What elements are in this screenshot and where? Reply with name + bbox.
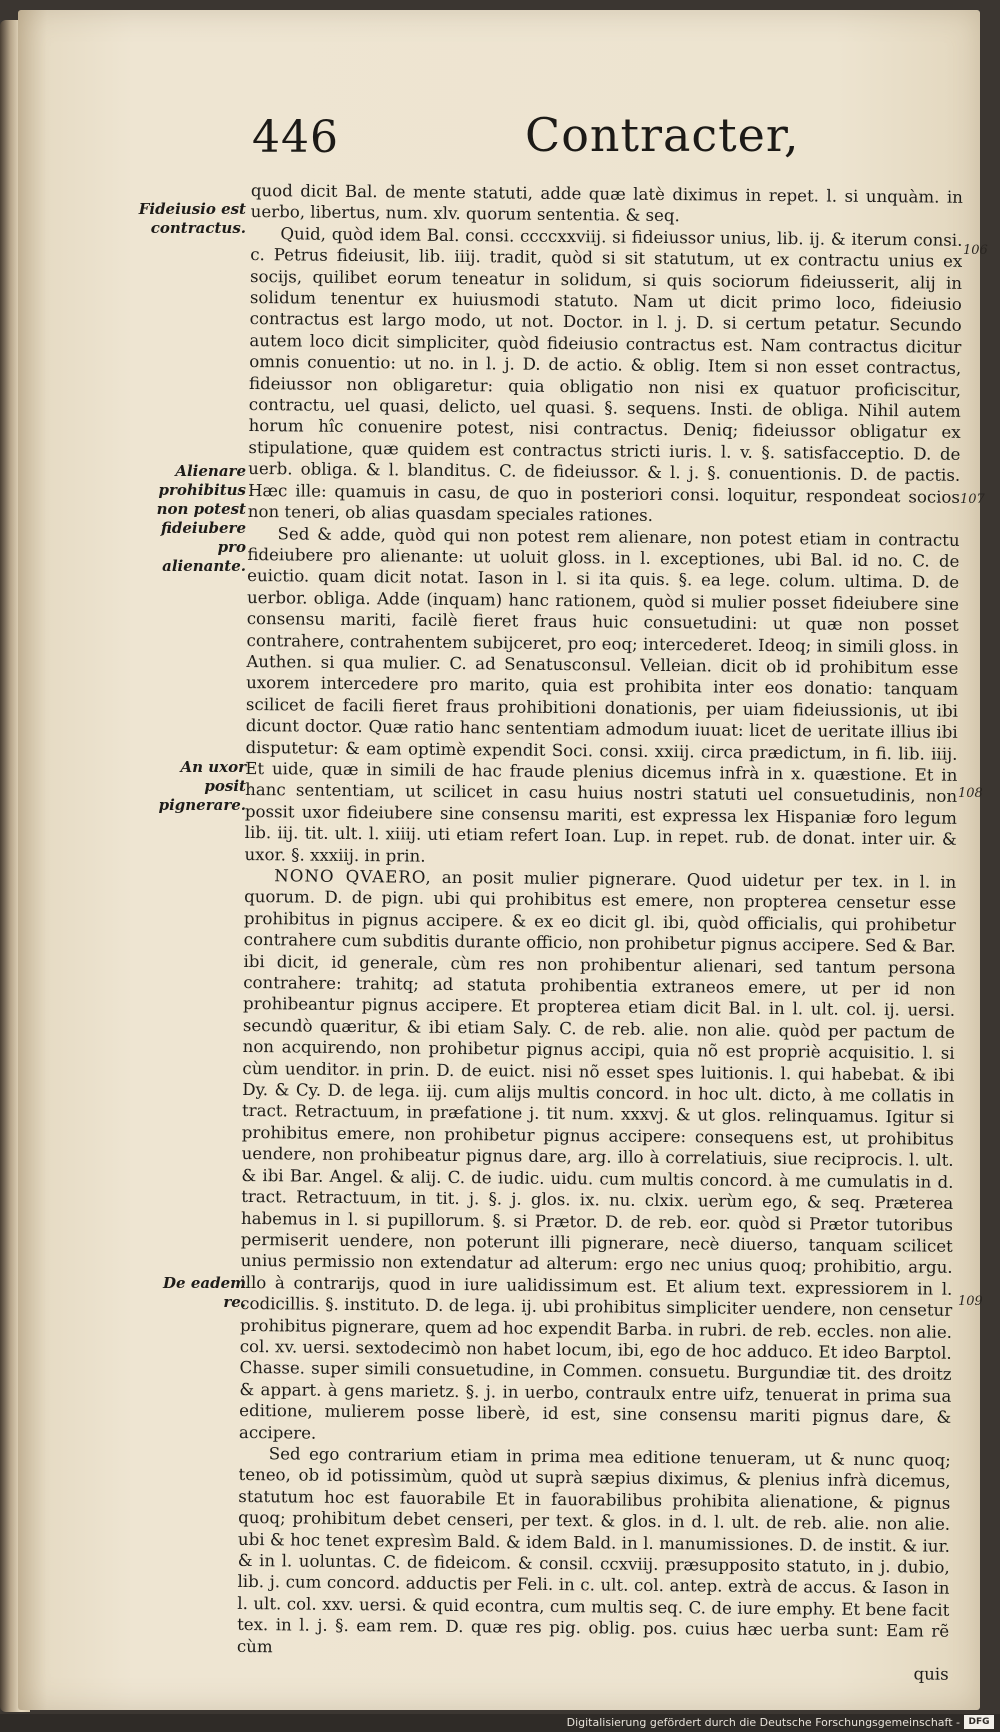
dfg-logo: DFG (964, 1715, 994, 1729)
page-number: 446 (252, 112, 339, 163)
margin-number: 107 (960, 492, 985, 507)
paragraph (239, 865, 957, 1450)
catchword: quis (913, 1664, 949, 1684)
margin-number: 109 (958, 1294, 983, 1309)
paragraph: Quid, quòd idem Bal. consi. ccccxxviij. si fideiussor unius, lib. ij. & iterum consi. c. Petrus fideiusit, lib. iiij. tradit, quòd si sit statutum, ut ex contractu unius ex socijs, quilibet eorum teneatur in solidum, si quis sociorum fideiusserit, alij in solidum tenentur ex huiusmodi statuto. Nam ut dicit primo loco, fideiusio contractus est largo modo, ut not. Doctor. in l. j. D. si certum petatur. Secundo autem loco dicit simpliciter, quòd fideiusio contractus est. Nam contractus dicitur omnis conuentio: ut no. in l. j. D. de actio. & oblig. Item si non esset contractus, fideiussor non obligaretur: quia obligatio non nisi ex quatuor proficiscitur, contractu, uel quasi, delicto, uel quasi. §. sequens. Insti. de obliga. Nihil autem horum hîc conuenire potest, nisi contractus. Deniq; fideiussor obligatur ex stipulatione, quæ quidem est contractus stricti iuris. l. v. §. satisfacceptio. D. de uerb. obliga. & l. blanditus. C. de fideiussor. & l. j. §. conuentionis. D. de pactis. Hæc ille: quamuis in casu, de quo in posteriori consi. loquitur, respondeat socios non teneri, ob alias quasdam speciales rationes. (247, 224, 963, 525)
paragraph-lead: NONO QVAERO, (274, 866, 432, 887)
margin-number: 106 (963, 243, 988, 258)
paragraph-text: an posit mulier pignerare. Quod uidetur per tex. in l. in quorum. D. de pign. ubi qui prohibitus est emere, non propterea censetur esse prohibitus in pignus accipere. & ex eo dicit gl. ibi, quòd officialis, qui prohibetur contrahere cum subditis durante officio, non prohibetur pignus accipere. Sed & Bar. ibi dicit, id generale, cùm res non prohibentur alienari, sed tantum persona contrahere: trahitq; ad statuta prohibentia extraneos emere, ut per id non prohibeantur pignus accipere. Et propterea etiam dicit Bal. in l. ult. col. ij. uersi. secundò quæritur, & ibi etiam Saly. C. de reb. alie. non alie. quòd per pactum de non acquirendo, non prohibetur pignus accipi, quia nõ est propriè acquisitio. l. si cùm uenditor. in prin. D. de euict. nisi nõ esset spes luitionis. l. qui habebat. & ibi Dy. & Cy. D. de lega. iij. cum alijs multis concord. in hoc ult. dicto, à me collatis in tract. Retractuum, in præfatione j. tit num. xxxvj. & ut glos. relinquamus. Igitur si prohibitus emere, non prohibetur pignus accipere: consequens est, ut prohibitus uendere, non prohibeatur pignus dare, arg. illo à correlatiuis, siue reciprocis. l. ult. & ibi Bar. Angel. & alij. C. de iudic. uidu. cum multis concord. à me cumulatis in d. tract. Retractuum, in tit. j. §. j. glos. ix. nu. clxix. uerùm ego, & seq. Præterea habemus in l. si pupillorum. §. si Prætor. D. de reb. eor. quòd si Prætor tutoribus permiserit uendere, non poterunt illi pignerare, necè diuerso, tanquam scilicet unius permissio non extendatur ad alterum: ergo nec unius quoq; prohibitio, argu. illo à contrarijs, quod in iure ualidissimum est. Et alium text. expressiorem in l. codicillis. §. instituto. D. de lega. ij. ubi prohibitus simpliciter uendere, non censetur prohibitus pignerare, quem ad hoc expendit Barba. in rubri. de reb. eccles. non alie. col. xv. uersi. sextodecimò non habet locum, ibi, ego de hoc adduco. Et ideo Barptol. Chasse. super simili consuetudine, in Commen. consuetu. Burgundiæ tit. des droitz & appart. à gens marietz. §. j. in uerbo, contraulx entre uifz, tenuerat in prima sua editione, mulierem posse liberè, id est, sine consensu mariti pignus dare, & accipere. (238, 867, 957, 1443)
paragraph: Sed ego contrarium etiam in prima mea editione tenueram, ut & nunc quoq; teneo, ob id potissimùm, quòd ut suprà sæpius diximus, & plenius infrà dicemus, statutum hoc est fauorabile Et in fauorabilibus prohibita alienatione, & pignus quoq; prohibitum debet censeri, per text. & glos. in d. l. ult. de reb. alie. non alie. ubi & hoc tenet expresìm Bald. & idem Bald. in l. manumissiones. D. de instit. & iur. & in l. uoluntas. C. de fideicom. & consil. ccxviij. præsupposito statuto, in j. dubio, lib. j. cum concord. adductis per Feli. in c. ult. col. antep. extrà de accus. & Iason in l. ult. col. xxv. uersi. & quid econtra, cum multis seq. C. de iure emphy. Et bene facit tex. in l. j. §. eam rem. D. quæ res pig. oblig. pos. cuius hæc uerba sunt: Eam rẽ cùm (236, 1444, 951, 1656)
footer-credit: Digitalisierung gefördert durch die Deutsche Forschungsgemeinschaft - (566, 1716, 960, 1729)
running-head: Contracter, (525, 108, 800, 162)
margin-note: An uxor posit pignerare. (158, 758, 246, 814)
body-text (237, 180, 963, 1685)
margin-number: 108 (958, 786, 983, 801)
margin-note: Alienare prohibitus non potest fideiubere pro alienante. (156, 462, 246, 575)
paragraph: Sed & adde, quòd qui non potest rem alienare, non potest etiam in contractu fideiubere pro alienante: ut uoluit gloss. in l. exceptiones, ubi Bal. id no. C. de euictio. quam dicit notat. Iason in l. si ita quis. §. ea lege. colum. ultima. D. de uerbor. obliga. Adde (inquam) hanc rationem, quòd si mulier posset fideiubere sine consensu mariti, facilè fieret fraus huic consuetudini: ut quæ non posset contrahere, contrahentem subijceret, pro eoq; intercederet. Ideoq; in simili gloss. in Authen. si qua mulier. C. ad Senatusconsul. Velleian. dicit ob id prohibitum esse uxorem intercedere pro marito, quia est prohibita inter eos donatio: tanquam scilicet de facili fieret fraus prohibitioni donationis, per uiam fideiussionis, ut ibi dicunt doctor. Quæ ratio hanc sententiam admodum iuuat: licet de ueritate illius ibi disputetur: & eam optimè expendit Soci. consi. xxiij. circa prædictum, in fi. lib. iiij. Et uide, quæ in simili de hac fraude plenius dicemus infrà in x. quæstione. Et in hanc sententiam, ut scilicet in casu huius nostri statuti uel consuetudinis, non possit uxor fideiubere sine consensu mariti, est expressa lex Hispaniæ foro legum lib. iij. tit. ult. l. xiiij. uti etiam refert Ioan. Lup. in repet. rub. de donat. inter uir. & uxor. §. xxxiij. in prin. (244, 523, 960, 866)
paragraph: quod dicit Bal. de mente statuti, adde quæ latè diximus in repet. l. si unquàm. in uerbo, libertus, num. xlv. quorum sententia. & seq. (250, 180, 963, 226)
margin-note: De eadem re. (163, 1274, 246, 1311)
margin-note: Fideiusio est contractus. (138, 200, 246, 237)
